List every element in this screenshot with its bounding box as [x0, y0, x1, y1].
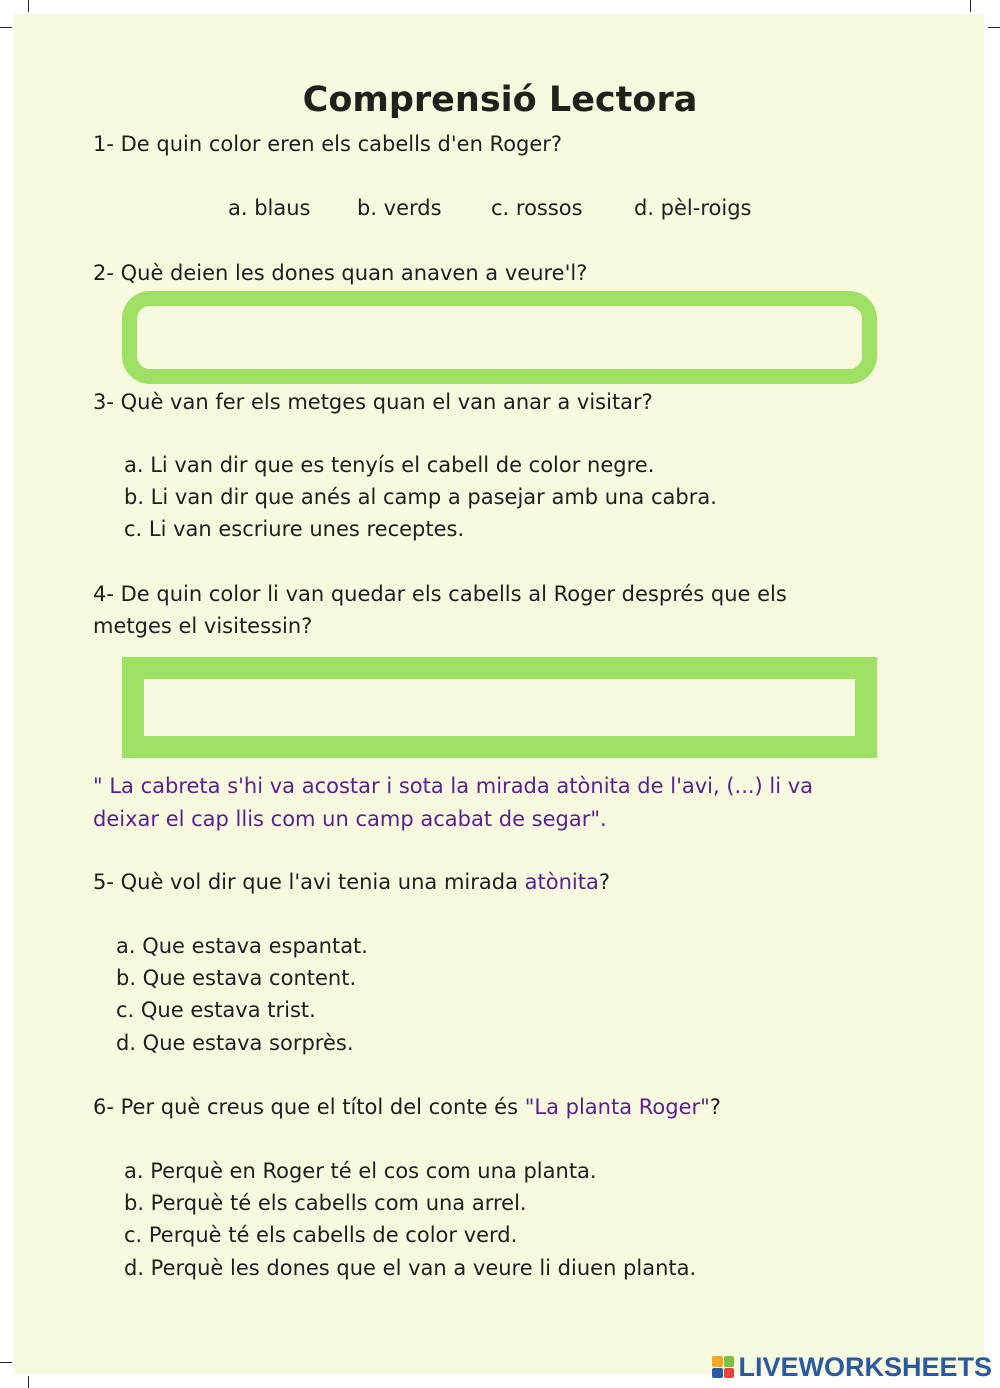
- question-4-line-1: 4- De quin color li van quedar els cabells al Roger després que els: [93, 582, 787, 606]
- q1-option-a[interactable]: a. blaus: [228, 196, 311, 220]
- question-5-highlight: atònita: [524, 870, 599, 894]
- quote-line-2: deixar el cap llis com un camp acabat de segar".: [93, 807, 607, 831]
- question-6-highlight: "La planta Roger": [524, 1095, 710, 1119]
- q5-option-d[interactable]: d. Que estava sorprès.: [116, 1031, 354, 1055]
- q2-answer-input[interactable]: [122, 291, 877, 384]
- question-3: 3- Què van fer els metges quan el van anar a visitar?: [93, 390, 653, 414]
- liveworksheets-mark-icon: [712, 1356, 734, 1378]
- question-5: [93, 870, 610, 894]
- crop-mark: [0, 27, 12, 28]
- question-6-text: 6- Per què creus que el títol del conte és: [93, 1095, 525, 1119]
- liveworksheets-logo[interactable]: [712, 1352, 992, 1382]
- q1-option-b[interactable]: b. verds: [357, 196, 442, 220]
- crop-mark: [970, 0, 971, 12]
- q4-answer-input[interactable]: [122, 657, 877, 758]
- q3-option-c[interactable]: c. Li van escriure unes receptes.: [124, 517, 465, 541]
- q6-option-b[interactable]: b. Perquè té els cabells com una arrel.: [124, 1191, 527, 1215]
- q6-option-a[interactable]: a. Perquè en Roger té el cos com una planta.: [124, 1159, 597, 1183]
- q5-option-c[interactable]: c. Que estava trist.: [116, 998, 316, 1022]
- q6-option-d[interactable]: d. Perquè les dones que el van a veure li diuen planta.: [124, 1256, 697, 1280]
- q5-option-a[interactable]: a. Que estava espantat.: [116, 934, 368, 958]
- q1-option-c[interactable]: c. rossos: [491, 196, 583, 220]
- crop-mark: [28, 1376, 29, 1388]
- logo-text: LIVEWORKSHEETS: [738, 1351, 992, 1382]
- question-4-line-2: metges el visitessin?: [93, 614, 313, 638]
- q6-option-c[interactable]: c. Perquè té els cabells de color verd.: [124, 1223, 518, 1247]
- question-5-suffix: ?: [598, 870, 610, 894]
- quote-line-1: " La cabreta s'hi va acostar i sota la mirada atònita de l'avi, (...) li va: [93, 774, 814, 798]
- q1-option-d[interactable]: d. pèl-roigs: [634, 196, 752, 220]
- crop-mark: [28, 0, 29, 12]
- q5-option-b[interactable]: b. Que estava content.: [116, 966, 357, 990]
- page-title: Comprensió Lectora: [302, 80, 698, 120]
- crop-mark: [0, 1362, 12, 1363]
- q3-option-b[interactable]: b. Li van dir que anés al camp a pasejar amb una cabra.: [124, 485, 717, 509]
- crop-mark: [988, 27, 1000, 28]
- question-2: 2- Què deien les dones quan anaven a veure'l?: [93, 261, 588, 285]
- question-6-suffix: ?: [709, 1095, 721, 1119]
- question-6: [93, 1095, 721, 1119]
- q3-option-a[interactable]: a. Li van dir que es tenyís el cabell de color negre.: [124, 453, 655, 477]
- question-1: 1- De quin color eren els cabells d'en Roger?: [93, 132, 563, 156]
- question-5-text: 5- Què vol dir que l'avi tenia una mirada: [93, 870, 525, 894]
